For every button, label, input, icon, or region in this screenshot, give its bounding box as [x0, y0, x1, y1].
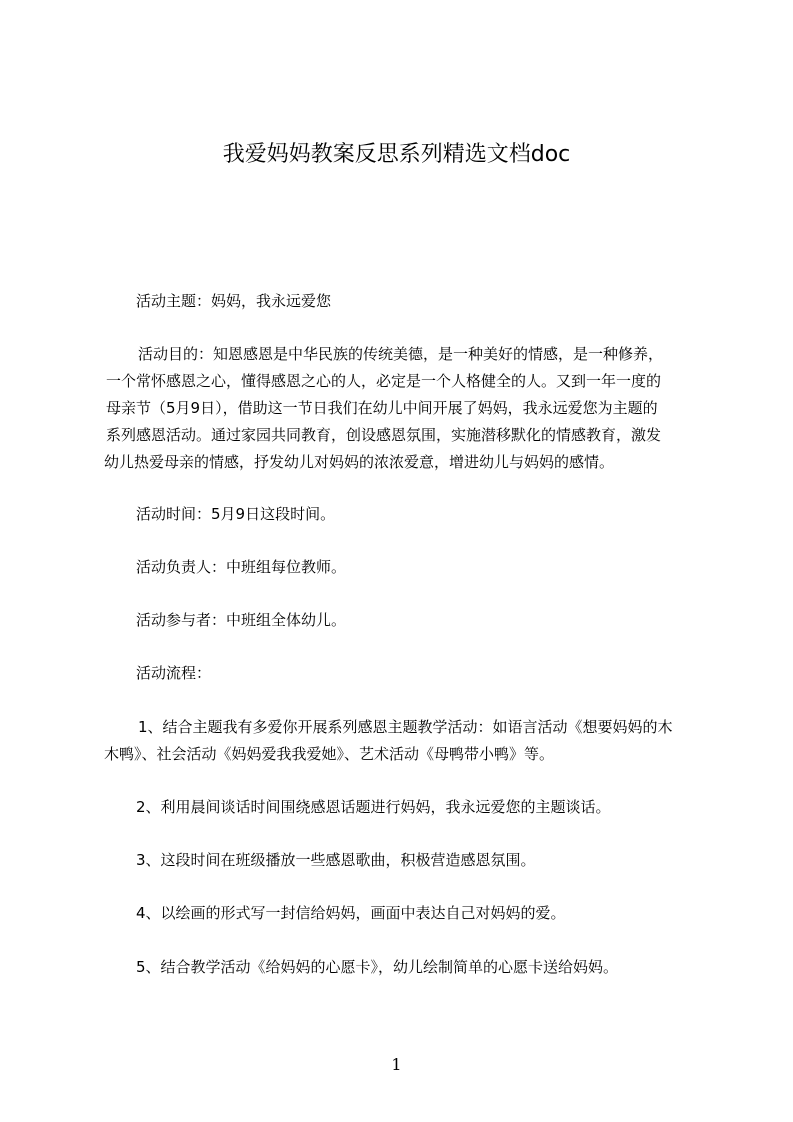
goal-line: 活动目的：知恩感恩是中华民族的传统美德，是一种美好的情感，是一种修养， [138, 345, 664, 363]
time-line: 活动时间：5月9日这段时间。 [136, 505, 336, 523]
step-3: 3、这段时间在班级播放一些感恩歌曲，积极营造感恩氛围。 [136, 851, 536, 869]
page-number: 1 [391, 1055, 402, 1074]
flow-heading: 活动流程： [136, 664, 212, 682]
page-title: 我爱妈妈教案反思系列精选文档doc [222, 142, 571, 167]
goal-line: 系列感恩活动。通过家园共同教育，创设感恩氛围，实施潜移默化的情感教育，激发 [106, 426, 662, 444]
goal-line: 一个常怀感恩之心，懂得感恩之心的人，必定是一个人格健全的人。又到一年一度的 [106, 372, 662, 390]
step-line: 1、结合主题我有多爱你开展系列感恩主题教学活动：如语言活动《想要妈妈的木 [138, 718, 673, 736]
step-2: 2、利用晨间谈话时间围绕感恩话题进行妈妈，我永远爱您的主题谈话。 [136, 798, 611, 816]
step-4: 4、以绘画的形式写一封信给妈妈，画面中表达自己对妈妈的爱。 [136, 904, 566, 922]
goal-line: 母亲节（5月9日），借助这一节日我们在幼儿中间开展了妈妈，我永远爱您为主题的 [106, 399, 658, 417]
leader-line: 活动负责人：中班组每位教师。 [136, 558, 347, 576]
step-line: 木鸭》、社会活动《妈妈爱我我爱她》、艺术活动《母鸭带小鸭》等。 [104, 745, 555, 763]
step-5: 5、结合教学活动《给妈妈的心愿卡》，幼儿绘制简单的心愿卡送给妈妈。 [136, 958, 619, 976]
goal-line: 幼儿热爱母亲的情感，抒发幼儿对妈妈的浓浓爱意，增进幼儿与妈妈的感情。 [104, 453, 615, 471]
theme-line: 活动主题：妈妈，我永远爱您 [136, 292, 332, 310]
participants-line: 活动参与者：中班组全体幼儿。 [136, 611, 347, 629]
